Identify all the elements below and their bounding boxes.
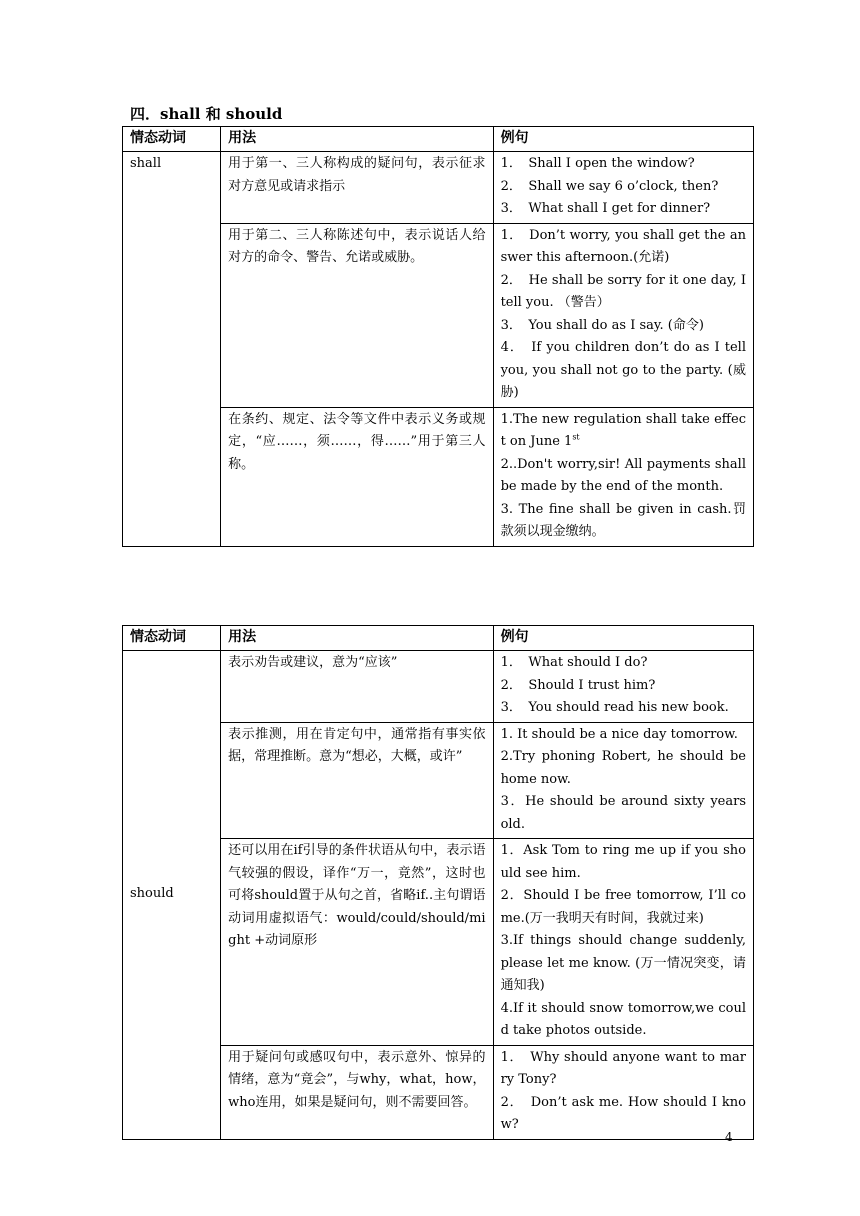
example-line: 2． Shall we say 6 o’clock, then? <box>500 178 719 194</box>
example-cell <box>493 722 753 839</box>
header-usage: 用法 <box>221 626 493 651</box>
example-cell <box>493 407 753 546</box>
example-line: 3.If things should change suddenly, please let me know. (万一情况突变，请通知我) <box>500 933 746 993</box>
example-line: 2．Should I be free tomorrow, I’ll come.(万一我明天有时间，我就过来) <box>500 888 746 926</box>
example-line <box>501 409 746 454</box>
example-cell <box>493 651 753 723</box>
header-example: 例句 <box>493 127 753 152</box>
example-cell <box>493 152 753 224</box>
page-number: 4 <box>725 1130 733 1144</box>
header-usage: 用法 <box>221 127 493 152</box>
usage-cell: 表示劝告或建议，意为“应该” <box>221 651 493 723</box>
header-modal: 情态动词 <box>123 127 221 152</box>
section-title: 四．shall 和 should <box>130 105 283 123</box>
shall-table <box>122 126 754 547</box>
example-line: 4.If it should snow tomorrow,we could take photos outside. <box>500 1000 746 1038</box>
usage-cell: 用于疑问句或感叹句中，表示意外、惊异的情绪，意为“竟会”，与why，what，how，who连用，如果是疑问句，则不需要回答。 <box>221 1045 493 1139</box>
table-row <box>123 651 754 723</box>
example-line: 3． What shall I get for dinner? <box>500 201 711 216</box>
usage-cell: 用于第二、三人称陈述句中，表示说话人给对方的命令、警告、允诺或威胁。 <box>221 223 493 407</box>
example-line: 2． Should I trust him? <box>500 677 656 693</box>
example-cell <box>493 839 753 1046</box>
modal-cell: should <box>123 651 221 1140</box>
example-line: 3．He should be around sixty years old. <box>500 794 746 832</box>
usage-cell: 在条约、规定、法令等文件中表示义务或规定，“应……，须……，得……”用于第三人称。 <box>221 407 493 546</box>
example-line: 1． Why should anyone want to marry Tony? <box>500 1049 746 1087</box>
example-line: 1．Ask Tom to ring me up if you should see him. <box>500 843 746 881</box>
example-line: 3. The fine shall be given in cash.罚款须以现金缴纳。 <box>500 501 746 539</box>
example-line: 1. It should be a nice day tomorrow. <box>500 726 738 742</box>
example-line: 2． He shall be sorry for it one day, I tell you. （警告） <box>500 272 746 310</box>
table-header-row <box>123 626 754 651</box>
usage-cell: 还可以用在if引导的条件状语从句中，表示语气较强的假设，译作“万一，竟然”，这时也可将should置于从句之首，省略if..主句谓语动词用虚拟语气：would/could/should/might +动词原形 <box>221 839 493 1046</box>
header-example: 例句 <box>493 626 753 651</box>
usage-cell: 表示推测，用在肯定句中，通常指有事实依据，常理推断。意为“想必，大概，或许” <box>221 722 493 839</box>
example-line: 2..Don't worry,sir! All payments shall be made by the end of the month. <box>500 456 746 494</box>
modal-cell: shall <box>123 152 221 547</box>
example-line: 3． You shall do as I say. (命令) <box>500 317 704 333</box>
header-modal: 情态动词 <box>123 626 221 651</box>
usage-cell: 用于第一、三人称构成的疑问句，表示征求对方意见或请求指示 <box>221 152 493 224</box>
example-line: 2.Try phoning Robert, he should be home now. <box>500 749 746 787</box>
example-line: 1． Shall I open the window? <box>500 156 695 171</box>
example-cell <box>493 1045 753 1139</box>
example-line: 1． Don’t worry, you shall get the answer this afternoon.(允诺) <box>500 227 746 265</box>
example-line: 1． What should I do? <box>500 655 648 670</box>
example-line: 4． If you children don’t do as I tell you, you shall not go to the party. (威胁) <box>500 340 746 400</box>
ordinal-superscript: st <box>572 432 580 442</box>
example-text: 1.The new regulation shall take effect on June 1 <box>500 411 746 449</box>
should-table <box>122 625 754 1140</box>
example-cell <box>493 223 753 407</box>
example-line: 2． Don’t ask me. How should I know? <box>500 1094 746 1132</box>
table-row <box>123 152 754 224</box>
table-header-row <box>123 127 754 152</box>
example-line: 3． You should read his new book. <box>500 700 729 715</box>
